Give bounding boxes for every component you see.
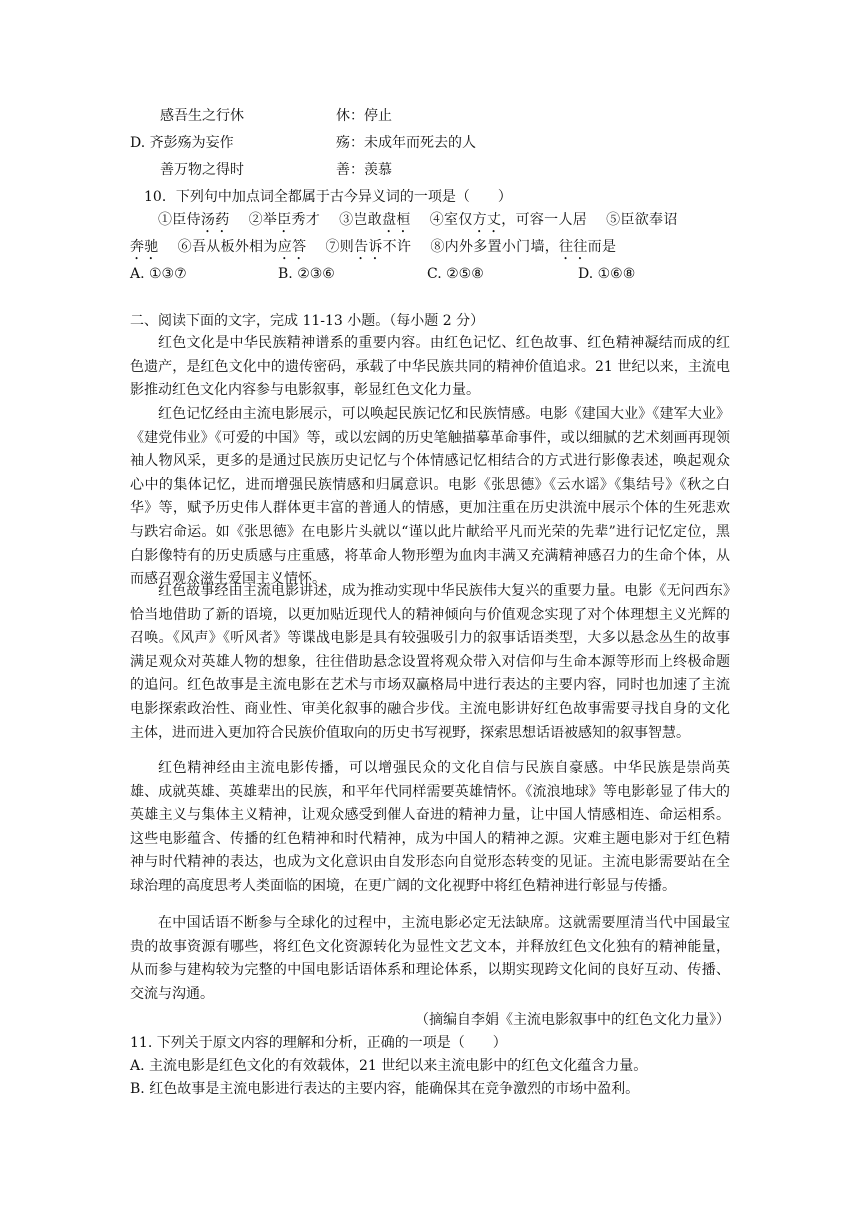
option-d[interactable]: D. ①⑥⑧ [578,266,636,282]
passage-paragraph-1: 红色文化是中华民族精神谱系的重要内容。由红色记忆、红色故事、红色精神凝结而成的红色遗产，是红色文化中的遗传密码，承载了中华民族共同的精神价值追求。21 世纪以来，主流电影推动红色文化内容参与电影叙事，彰显红色文化力量。 [130,335,730,399]
item-text: ⑧内外多置小门墙， [430,239,560,255]
item-text: ③岂敢 [339,212,383,228]
passage-paragraph-2: 红色记忆经由主流电影展示，可以唤起民族记忆和民族情感。电影《建国大业》《建军大业》《建党伟业》《可爱的中国》等，或以宏阔的历史笔触描摹革命事件，或以细腻的艺术刻画再现领袖人物风采，更多的是通过民族历史记忆与个体情感记忆相结合的方式进行影像表述，唤起观众心中的集体记忆，进而增强民族情感和归属意识。电影《张思德》《云水谣》《集结号》《秋之白华》等，赋予历史伟人群体更丰富的普通人的情感，更加注重在历史洪流中展示个体的生死悲欢与跌宕命运。如《张思德》在电影片头就以“谨以此片献给平凡而光荣的先辈”进行记忆定位，黑白影像特有的历史质感与庄重感，将革命人物形塑为血肉丰满又充满精神感召力的生命个体，从而感召观众滋生爱国主义情怀。 [130,406,730,588]
question-10-items-line2 [130,237,616,263]
dotted-word: 方丈 [472,212,502,228]
source-citation: （摘编自李娟《主流电影叙事中的红色文化力量》） [415,1012,730,1028]
item-text: ⑦则 [325,239,355,255]
item-text: ①臣侍 [158,212,201,228]
item-text: ，可容一人居 [501,212,588,228]
item-text: 不许 [382,239,412,255]
dotted-word: 应答 [277,239,307,255]
question-10-stem: 10．下列句中加点词全都属于古今异义词的一项是（ ） [144,189,512,205]
question-11-stem: 11. 下列关于原文内容的理解和分析，正确的一项是（ ） [130,1035,507,1051]
passage-paragraph-3: 红色故事经由主流电影讲述，成为推动实现中华民族伟大复兴的重要力量。电影《无问西东》恰当地借助了新的语境，以更加贴近现代人的精神倾向与价值观念实现了对个体理想主义光辉的召唤。《风声》《听风者》等谍战电影是具有较强吸引力的叙事话语类型，大多以悬念丛生的故事满足观众对英雄人物的想象，往往借助悬念设置将观众带入对信仰与生命本源等形而上终极命题的追问。红色故事是主流电影在艺术与市场双赢格局中进行表达的主要内容，同时也加速了主流电影探索政治性、商业性、审美化叙事的融合步伐。主流电影讲好红色故事需要寻找自身的文化主体，进而进入更加符合民族价值取向的历史书写视野，探索思想话语被感知的叙事智慧。 [130,583,730,741]
option-a[interactable]: A. 主流电影是红色文化的有效载体，21 世纪以来主流电影中的红色文化蕴含力量。 [130,1058,648,1074]
item-text: ⑥吾从板外相为 [177,239,278,255]
passage-paragraph-4: 红色精神经由主流电影传播，可以增强民众的文化自信与民族自豪感。中华民族是崇尚英雄、成就英雄、英雄辈出的民族，和平年代同样需要英雄情怀。《流浪地球》等电影彰显了伟大的英雄主义与集体主义精神，让观众感受到催人奋进的精神力量，让中国人情感相连、命运相系。这些电影蕴含、传播的红色精神和时代精神，成为中国人的精神之源。灾难主题电影对于红色精神与时代精神的表达，也成为文化意识由自发形态向自觉形态转变的见证。主流电影需要站在全球治理的高度思考人类面临的困境，在更广阔的文化视野中将红色精神进行彰显与传播。 [130,760,730,894]
section-heading: 二、阅读下面的文字，完成 11-13 小题。（每小题 2 分） [130,313,485,329]
sentence-text: 感吾生之行休 [160,108,244,124]
item-text: ⑤臣欲奉诏 [606,212,678,228]
dotted-word: 臣 [277,212,292,228]
dotted-word: 往往 [559,239,588,255]
gloss-text: 休：停止 [336,108,392,124]
dotted-word: 奔驰 [130,239,159,255]
sentence-text: 善万物之得时 [160,162,244,178]
item-text: ②举 [248,212,278,228]
passage-paragraph-5: 在中国话语不断参与全球化的过程中，主流电影必定无法缺席。这就需要厘清当代中国最宝贵的故事资源有哪些，将红色文化资源转化为显性文艺文本，并释放红色文化独有的精神能量，从而参与建构较为完整的中国电影话语体系和理论体系，以期实现跨文化间的良好互动、传播、交流与沟通。 [130,915,730,1002]
item-text: 而是 [587,239,617,255]
dotted-word: 告诉 [354,239,383,255]
gloss-text: 殇：未成年而死去的人 [336,135,476,151]
option-b[interactable]: B. ②③⑥ [278,266,335,282]
question-10-items-line1 [158,210,678,236]
dotted-word: 盘桓 [382,212,411,228]
option-b[interactable]: B. 红色故事是主流电影进行表达的主要内容，能确保其在竞争激烈的市场中盈利。 [130,1081,640,1097]
sentence-text: D. 齐彭殇为妄作 [130,135,234,151]
gloss-text: 善：羡慕 [336,162,392,178]
item-text: 秀才 [291,212,321,228]
option-a[interactable]: A. ①③⑦ [130,266,187,282]
dotted-word: 汤药 [200,212,230,228]
option-c[interactable]: C. ②⑤⑧ [427,266,484,282]
item-text: ④室仅 [429,212,473,228]
